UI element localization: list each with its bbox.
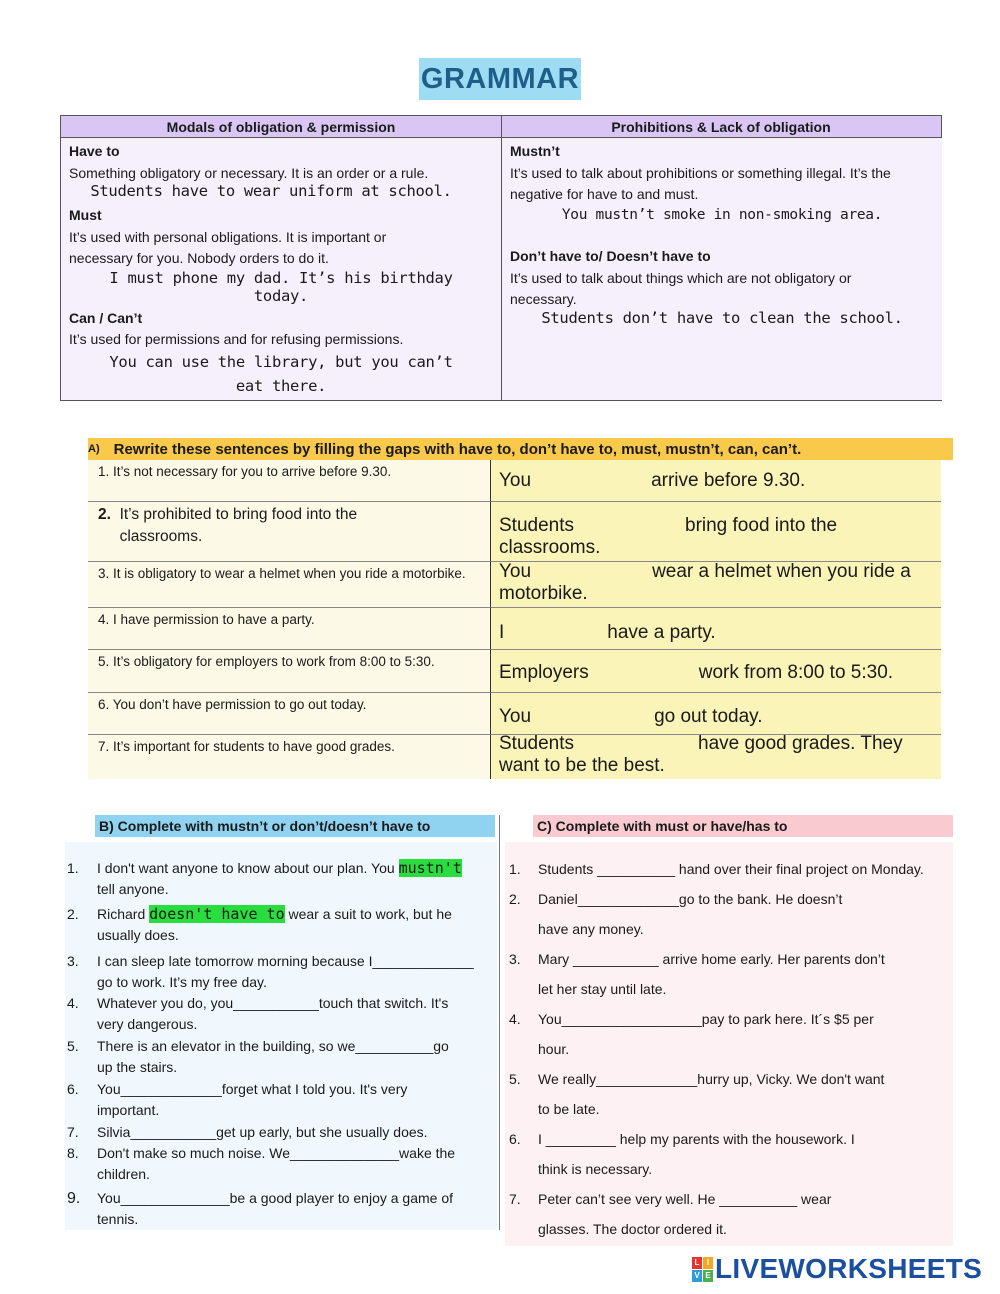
right-column-header: Prohibitions & Lack of obligation xyxy=(501,116,941,138)
row-prompt xyxy=(88,693,490,735)
exercise-row xyxy=(88,735,941,779)
row-answer xyxy=(490,650,941,693)
item-number: 9. xyxy=(67,1190,81,1207)
item-text[interactable]: You__________________pay to park here. It´s $5 per xyxy=(538,1011,874,1027)
row-answer xyxy=(490,502,941,562)
logo-text: LIVEWORKSHEETS xyxy=(715,1253,983,1284)
section-a-text: Rewrite these sentences by filling the gaps with have to, don’t have to, must, mustn’t, can, can’t. xyxy=(113,440,802,458)
item-number: 6. xyxy=(509,1131,521,1147)
answer-gap[interactable] xyxy=(574,515,685,537)
answer-gap[interactable] xyxy=(531,706,654,728)
item-number: 2. xyxy=(509,891,521,907)
item-text: wear a suit to work, but he xyxy=(284,906,452,922)
item-number: 3. xyxy=(509,951,521,967)
answer-field[interactable]: mustn't xyxy=(398,859,462,877)
section-a-instruction xyxy=(88,438,953,460)
rule-body: Something obligatory or necessary. It is an order or a rule. xyxy=(69,165,429,181)
answer-continuation: motorbike. xyxy=(499,583,588,604)
prompt-text: 6. You don’t have permission to go out today. xyxy=(98,697,367,712)
answer-continuation: want to be the best. xyxy=(499,755,665,776)
exercise-row xyxy=(88,650,941,693)
section-b-title: B) Complete with mustn’t or don’t/doesn’t have to xyxy=(95,815,495,837)
row-answer xyxy=(490,608,941,650)
item-text[interactable]: You_____________forget what I told you. It's very xyxy=(97,1081,408,1097)
prompt-text: 7. It’s important for students to have good grades. xyxy=(98,739,395,754)
logo-mark-letter: E xyxy=(703,1270,713,1282)
item-text: I don't want anyone to know about our plan. You xyxy=(97,860,399,876)
rule-example: I must phone my dad. It’s his birthday today. xyxy=(109,269,453,305)
rule-body: It’s used with personal obligations. It is important or necessary for you. Nobody orders to do it. xyxy=(69,229,387,266)
item-text[interactable]: Whatever you do, you___________touch that switch. It's xyxy=(97,995,449,1011)
rule-example: Students have to wear uniform at school. xyxy=(90,182,452,200)
answer-subject: You xyxy=(499,469,532,491)
logo-mark-icon xyxy=(692,1257,712,1281)
item-text: tell anyone. xyxy=(97,881,169,897)
item-number: 1. xyxy=(509,861,521,877)
item-text: have any money. xyxy=(538,921,644,937)
left-column xyxy=(61,138,501,400)
row-answer xyxy=(490,460,941,502)
item-number: 2. xyxy=(67,906,79,922)
item-number: 6. xyxy=(67,1081,79,1097)
answer-field[interactable]: doesn't have to xyxy=(149,905,285,923)
prompt-text: 1. It’s not necessary for you to arrive before 9.30. xyxy=(98,464,392,479)
rule-example: You mustn’t smoke in non-smoking area. xyxy=(561,207,883,223)
rule-example: You can use the library, but you can’t eat there. xyxy=(109,353,453,395)
item-text[interactable]: Peter can’t see very well. He __________ wear xyxy=(538,1191,832,1207)
item-text: very dangerous. xyxy=(97,1016,198,1032)
answer-gap[interactable] xyxy=(531,561,652,583)
prompt-text: 4. I have permission to have a party. xyxy=(98,612,315,627)
rule-example: Students don’t have to clean the school. xyxy=(541,309,903,327)
row-prompt xyxy=(88,460,490,502)
page-title: GRAMMAR xyxy=(419,58,581,100)
exercise-row xyxy=(88,460,941,502)
item-text[interactable]: We really_____________hurry up, Vicky. We don't want xyxy=(538,1071,885,1087)
row-prompt xyxy=(88,608,490,650)
row-prompt xyxy=(88,735,490,779)
row-prompt xyxy=(88,502,490,562)
exercise-row xyxy=(88,562,941,608)
rule-body: It’s used to talk about things which are not obligatory or necessary. xyxy=(510,270,852,307)
item-text: let her stay until late. xyxy=(538,981,667,997)
exercise-row xyxy=(88,693,941,735)
logo-mark-letter: I xyxy=(703,1257,713,1269)
answer-subject: Students xyxy=(499,733,574,754)
item-text[interactable]: Students __________ hand over their final project on Monday. xyxy=(538,861,924,877)
item-text: up the stairs. xyxy=(97,1059,178,1075)
answer-rest: have good grades. They xyxy=(698,733,903,754)
answer-rest: work from 8:00 to 5:30. xyxy=(698,662,894,683)
rule-heading: Don’t have to/ Doesn’t have to xyxy=(510,248,711,264)
item-text[interactable]: You______________be a good player to enjoy a game of xyxy=(97,1190,454,1206)
rule-heading: Mustn’t xyxy=(510,143,560,159)
row-prompt xyxy=(88,650,490,693)
row-answer xyxy=(490,693,941,735)
answer-rest: wear a helmet when you ride a xyxy=(652,561,911,582)
item-number: 5. xyxy=(509,1071,521,1087)
section-c-title: C) Complete with must or have/has to xyxy=(533,815,953,837)
item-number: 1. xyxy=(67,860,79,876)
rule-heading: Can / Can’t xyxy=(69,310,143,326)
prompt-text: It’s prohibited to bring food into the classrooms. xyxy=(119,506,358,545)
answer-subject: I xyxy=(499,621,505,643)
answer-subject: Students xyxy=(499,515,574,536)
row-answer xyxy=(490,562,941,608)
answer-gap[interactable] xyxy=(504,622,607,644)
rule-body: It’s used to talk about prohibitions or something illegal. It’s the negative for have to and must. xyxy=(510,165,891,202)
answer-subject: You xyxy=(499,561,532,582)
answer-subject: You xyxy=(499,705,532,727)
answer-rest: arrive before 9.30. xyxy=(651,469,806,491)
prompt-text: 5. It’s obligatory for employers to work from 8:00 to 5:30. xyxy=(98,654,435,669)
liveworksheets-logo[interactable] xyxy=(692,1253,982,1285)
rule-heading: Have to xyxy=(69,143,120,159)
right-column xyxy=(502,138,942,400)
item-text: hour. xyxy=(538,1041,570,1057)
item-number: 7. xyxy=(67,1124,79,1140)
grammar-table xyxy=(60,115,942,401)
logo-mark-letter: V xyxy=(692,1270,702,1282)
item-text[interactable]: I _________ help my parents with the housework. I xyxy=(538,1131,855,1147)
answer-continuation: classrooms. xyxy=(499,537,601,558)
item-number: 5. xyxy=(67,1038,79,1054)
item-text: tennis. xyxy=(97,1211,139,1227)
row-prompt xyxy=(88,562,490,608)
row-answer xyxy=(490,735,941,779)
item-text: usually does. xyxy=(97,927,179,943)
item-text[interactable]: There is an elevator in the building, so we__________go xyxy=(97,1038,449,1054)
item-number: 4. xyxy=(509,1011,521,1027)
answer-gap[interactable] xyxy=(574,733,698,755)
answer-rest: have a party. xyxy=(607,621,716,643)
item-text: glasses. The doctor ordered it. xyxy=(538,1221,727,1237)
item-number: 7. xyxy=(509,1191,521,1207)
section-a-label: A) xyxy=(88,443,100,455)
item-number: 3. xyxy=(67,953,79,969)
left-column-header: Modals of obligation & permission xyxy=(61,116,501,138)
item-text[interactable]: Mary ___________ arrive home early. Her parents don’t xyxy=(538,951,885,967)
rule-body: It’s used for permissions and for refusing permissions. xyxy=(69,331,404,347)
item-text[interactable]: Silvia___________get up early, but she usually does. xyxy=(97,1124,428,1140)
item-text: go to work. It’s my free day. xyxy=(97,974,267,990)
item-number: 4. xyxy=(67,995,79,1011)
answer-subject: Employers xyxy=(499,662,589,683)
answer-gap[interactable] xyxy=(589,662,699,684)
item-text: to be late. xyxy=(538,1101,600,1117)
item-text: important. xyxy=(97,1102,160,1118)
item-text[interactable]: Daniel_____________go to the bank. He doesn’t xyxy=(538,891,843,907)
exercise-row xyxy=(88,502,941,562)
item-text: think is necessary. xyxy=(538,1161,653,1177)
answer-rest: go out today. xyxy=(654,705,763,727)
item-text[interactable]: I can sleep late tomorrow morning because I_____________ xyxy=(97,953,474,969)
item-text[interactable]: Don't make so much noise. We______________wake the xyxy=(97,1145,456,1161)
rule-heading: Must xyxy=(69,207,102,223)
exercise-row xyxy=(88,608,941,650)
item-text: children. xyxy=(97,1166,150,1182)
prompt-number: 2. xyxy=(98,506,111,523)
logo-mark-letter: L xyxy=(692,1257,702,1269)
prompt-text: 3. It is obligatory to wear a helmet when you ride a motorbike. xyxy=(98,566,466,581)
answer-gap[interactable] xyxy=(531,470,651,492)
answer-rest: bring food into the xyxy=(685,515,838,536)
item-text: Richard xyxy=(97,906,150,922)
item-number: 8. xyxy=(67,1145,79,1161)
